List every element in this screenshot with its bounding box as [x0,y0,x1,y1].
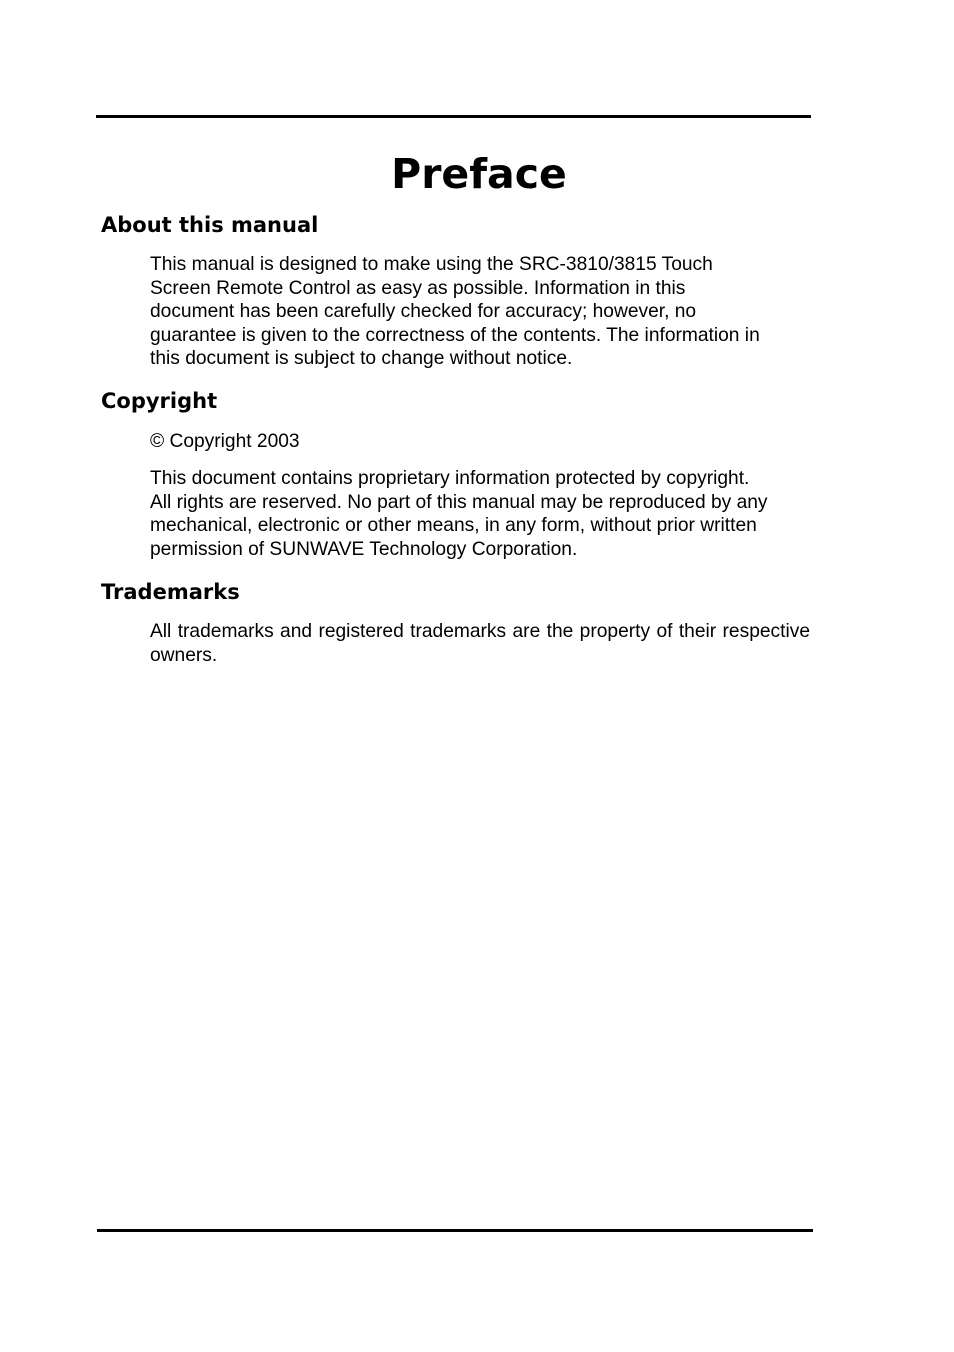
bottom-divider [97,1229,813,1232]
paragraph-line: This document contains proprietary information protected by copyright. [150,468,750,489]
paragraph-line: Screen Remote Control as easy as possible. Information in this [150,277,686,299]
paragraph-line: This manual is designed to make using the SRC-3810/3815 Touch [150,254,713,275]
section-heading-about: About this manual [101,213,319,237]
paragraph-line: this document is subject to change without notice. [150,348,573,370]
about-paragraph [150,253,810,371]
paragraph-line: mechanical, electronic or other means, in any form, without prior written [150,515,757,537]
paragraph-line: guarantee is given to the correctness of the contents. The information in [150,324,760,346]
top-divider [96,115,811,118]
copyright-notice: © Copyright 2003 [150,431,300,452]
page-title: Preface [391,150,567,198]
section-heading-copyright: Copyright [101,389,218,413]
section-heading-trademarks: Trademarks [101,580,240,604]
paragraph-line: permission of SUNWAVE Technology Corporation. [150,538,578,560]
paragraph-line: All rights are reserved. No part of this manual may be reproduced by any [150,491,768,513]
trademarks-paragraph: All trademarks and registered trademarks are the property of their respective owners. [150,621,810,666]
paragraph-line: document has been carefully checked for accuracy; however, no [150,301,697,323]
copyright-paragraph [150,467,810,561]
